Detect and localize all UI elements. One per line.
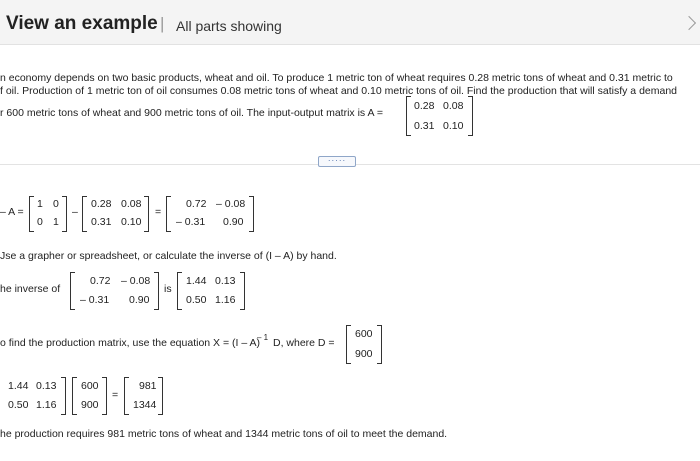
x-cell: 981: [139, 380, 157, 392]
identity-cell: 0: [37, 216, 43, 228]
matrix-a-cell: 0.10: [121, 216, 142, 228]
matrix-bracket-right: [144, 196, 149, 232]
i-minus-a-cell: – 0.08: [216, 198, 246, 210]
d-cell: 900: [81, 399, 99, 411]
matrix-bracket-left: [406, 96, 411, 136]
problem-line-3: r 600 metric tons of wheat and 900 metric tons of oil. The input-output matrix is A =: [0, 107, 383, 119]
matrix-bracket-left: [346, 325, 351, 364]
inverse-cell: 0.13: [215, 275, 236, 287]
matrix-a-cell: 0.10: [443, 120, 464, 132]
identity-cell: 1: [37, 198, 43, 210]
x-cell: 1344: [133, 399, 157, 411]
matrix-bracket-right: [62, 196, 67, 232]
matrix-bracket-right: [240, 272, 245, 310]
i-minus-a-cell: 0.90: [129, 294, 150, 306]
equals-sign: =: [112, 389, 119, 401]
identity-cell: 0: [53, 198, 59, 210]
matrix-bracket-left: [124, 377, 129, 415]
matrix-a-cell: 0.08: [443, 100, 464, 112]
inverse-cell: 0.50: [186, 294, 207, 306]
i-minus-a-cell: – 0.31: [80, 294, 110, 306]
i-minus-a-cell: 0.72: [186, 198, 207, 210]
matrix-bracket-left: [82, 196, 87, 232]
equation-text: o find the production matrix, use the equation X = (I – A): [0, 337, 261, 349]
i-minus-a-cell: – 0.08: [121, 275, 151, 287]
problem-line-2: f oil. Production of 1 metric ton of oil consumes 0.08 metric tons of wheat and 0.10 metric tons of oil. Find the production that will satisfy a demand: [0, 85, 678, 97]
matrix-bracket-right: [377, 325, 382, 364]
matrix-bracket-right: [249, 196, 254, 232]
matrix-bracket-right: [468, 96, 473, 136]
matrix-bracket-left: [72, 377, 77, 415]
matrix-bracket-left: [177, 272, 182, 310]
matrix-bracket-right: [102, 377, 107, 415]
inverse-cell: 0.13: [36, 380, 57, 392]
i-minus-a-cell: – 0.31: [176, 216, 206, 228]
matrix-bracket-right: [61, 377, 66, 415]
matrix-bracket-left: [29, 196, 34, 232]
matrix-a-cell: 0.31: [91, 216, 112, 228]
problem-line-1: n economy depends on two basic products, wheat and oil. To produce 1 metric ton of wheat requires 0.28 metric tons of wheat and 0.31 metric to: [0, 72, 673, 84]
matrix-bracket-right: [158, 377, 163, 415]
conclusion-text: he production requires 981 metric tons of wheat and 1344 metric tons of oil to meet the demand.: [0, 428, 448, 440]
i-minus-a-cell: 0.72: [90, 275, 111, 287]
expand-more-button[interactable]: ·····: [318, 156, 356, 167]
minus-sign: –: [72, 206, 78, 218]
matrix-a-cell: 0.31: [414, 120, 435, 132]
i-minus-a-cell: 0.90: [223, 216, 244, 228]
matrix-a-cell: 0.08: [121, 198, 142, 210]
example-title: View an example: [6, 13, 158, 34]
inverse-cell: 1.44: [8, 380, 29, 392]
matrix-bracket-right: [154, 272, 159, 310]
parts-showing-label: All parts showing: [176, 18, 282, 34]
equation-text-2: D, where D =: [273, 337, 335, 349]
inverse-cell: 1.16: [215, 294, 236, 306]
inverse-cell: 1.16: [36, 399, 57, 411]
header-separator: |: [160, 14, 165, 33]
matrix-bracket-left: [166, 196, 171, 232]
d-cell: 600: [355, 328, 373, 340]
is-text: is: [164, 283, 172, 295]
d-cell: 600: [81, 380, 99, 392]
inverse-cell: 0.50: [8, 399, 29, 411]
identity-cell: 1: [53, 216, 59, 228]
inverse-label: he inverse of: [0, 283, 61, 295]
matrix-bracket-left: [70, 272, 75, 310]
inverse-cell: 1.44: [186, 275, 207, 287]
inverse-exponent: – 1: [257, 333, 269, 342]
d-cell: 900: [355, 348, 373, 360]
matrix-a-cell: 0.28: [414, 100, 435, 112]
matrix-a-cell: 0.28: [91, 198, 112, 210]
equals-sign: =: [155, 206, 162, 218]
instruction-text: Jse a grapher or spreadsheet, or calculate the inverse of (I – A) by hand.: [0, 250, 337, 262]
i-minus-a-label: – A =: [0, 206, 24, 218]
